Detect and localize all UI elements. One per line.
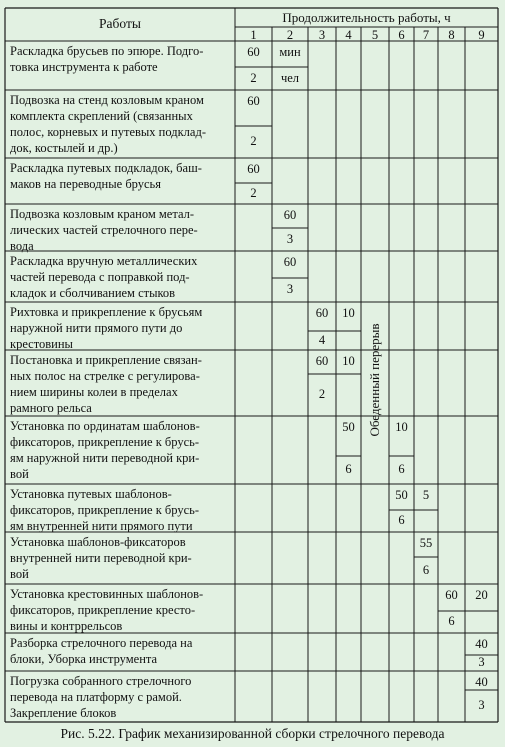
work-description: крестовины bbox=[10, 337, 73, 351]
duration-minutes: 60 bbox=[283, 208, 297, 222]
work-description: вой bbox=[10, 567, 29, 581]
duration-minutes: 60 bbox=[247, 94, 260, 108]
hour-label: 4 bbox=[345, 28, 352, 42]
duration-workers: 2 bbox=[250, 71, 257, 85]
work-description: ных полос на стрелке с регулирова- bbox=[10, 369, 200, 383]
duration-minutes: мин bbox=[279, 45, 301, 59]
work-description: Закрепление блоков bbox=[10, 706, 117, 720]
duration-minutes: 10 bbox=[342, 354, 355, 368]
duration-minutes: 60 bbox=[247, 162, 260, 176]
hour-label: 6 bbox=[398, 28, 405, 42]
work-description: фиксаторов, прикрепление к брусь- bbox=[10, 503, 200, 517]
work-description: вины и контррельсов bbox=[10, 619, 123, 633]
work-description: ям наружной нити переводной кри- bbox=[10, 451, 200, 465]
hour-label: 9 bbox=[478, 28, 485, 42]
duration-minutes: 10 bbox=[342, 306, 355, 320]
duration-minutes: 60 bbox=[283, 255, 297, 269]
work-description: комплекта скреплений (связанных bbox=[10, 109, 193, 123]
work-description: внутренней нити переводной кри- bbox=[10, 551, 192, 565]
duration-minutes: 50 bbox=[395, 488, 408, 502]
duration-minutes: 40 bbox=[475, 637, 488, 651]
hour-label: 1 bbox=[250, 28, 257, 42]
duration-workers: 6 bbox=[345, 462, 352, 476]
duration-workers: 2 bbox=[318, 387, 326, 401]
work-description: док, костылей и др.) bbox=[10, 141, 118, 155]
duration-minutes: 40 bbox=[475, 675, 488, 689]
duration-minutes: 60 bbox=[445, 588, 458, 602]
work-description: Установка по ординатам шаблонов- bbox=[10, 419, 200, 433]
work-description: вой bbox=[10, 467, 29, 481]
work-description: кладок и сболчиванием стыков bbox=[10, 286, 176, 300]
hour-label: 2 bbox=[286, 28, 294, 42]
duration-workers: 6 bbox=[422, 563, 430, 577]
work-description: ям внутренней нити прямого пути bbox=[10, 519, 193, 533]
work-description: вода bbox=[10, 239, 34, 253]
duration-workers: 3 bbox=[478, 655, 485, 669]
duration-header: Продолжительность работы, ч bbox=[282, 10, 451, 25]
duration-workers: 6 bbox=[398, 462, 405, 476]
hour-label: 7 bbox=[422, 28, 430, 42]
duration-minutes: 10 bbox=[395, 420, 408, 434]
duration-workers: 3 bbox=[286, 232, 294, 246]
work-description: лических частей стрелочного пере- bbox=[10, 223, 198, 237]
work-description: Погрузка собранного стрелочного bbox=[10, 674, 192, 688]
duration-minutes: 60 bbox=[247, 45, 260, 59]
duration-minutes: 20 bbox=[475, 588, 488, 602]
work-description: Раскладка вручную металлических bbox=[10, 254, 198, 268]
duration-workers: 2 bbox=[250, 134, 257, 148]
duration-workers: 6 bbox=[398, 513, 405, 527]
work-description: блоки, Уборка инструмента bbox=[10, 652, 158, 666]
work-description: Подвозка на стенд козловым краном bbox=[10, 93, 204, 107]
work-description: товка инструмента к работе bbox=[10, 60, 158, 74]
work-description: фиксаторов, прикрепление кресто- bbox=[10, 603, 196, 617]
works-header: Работы bbox=[99, 16, 141, 31]
work-description: полос, корневых и путевых подклад- bbox=[10, 125, 206, 139]
work-description: Постановка и прикрепление связан- bbox=[10, 353, 202, 367]
duration-workers: 3 bbox=[286, 282, 294, 296]
hour-label: 5 bbox=[371, 28, 379, 42]
duration-workers: 2 bbox=[250, 186, 257, 200]
duration-minutes: 60 bbox=[315, 306, 329, 320]
work-description: нием ширины колеи в пределах bbox=[10, 385, 178, 399]
duration-workers: 6 bbox=[448, 614, 455, 628]
lunch-break-label: Обеденный перерыв bbox=[367, 323, 382, 437]
work-description: Подвозка козловым краном метал- bbox=[10, 207, 195, 221]
duration-minutes: 5 bbox=[422, 488, 430, 502]
work-description: Раскладка брусьев по эпюре. Подго- bbox=[10, 44, 204, 58]
work-description: Установка крестовинных шаблонов- bbox=[10, 587, 204, 601]
work-description: Установка путевых шаблонов- bbox=[10, 487, 172, 501]
duration-workers: 4 bbox=[318, 333, 326, 347]
duration-minutes: 55 bbox=[419, 536, 433, 550]
work-description: наружной нити прямого пути до bbox=[10, 321, 183, 335]
work-description: маков на переводные брусья bbox=[10, 177, 162, 191]
work-description: перевода на платформу с рамой. bbox=[10, 690, 182, 704]
duration-workers: чел bbox=[280, 71, 300, 85]
work-description: Установка шаблонов-фиксаторов bbox=[10, 535, 186, 549]
hour-label: 8 bbox=[448, 28, 455, 42]
figure-caption: Рис. 5.22. График механизированной сборки стрелочного перевода bbox=[60, 726, 445, 741]
duration-minutes: 60 bbox=[315, 354, 329, 368]
duration-minutes: 50 bbox=[342, 420, 355, 434]
work-description: Рихтовка и прикрепление к брусьям bbox=[10, 305, 203, 319]
duration-workers: 3 bbox=[478, 698, 485, 712]
work-description: фиксаторов, прикрепление к брусь- bbox=[10, 435, 200, 449]
work-description: Раскладка путевых подкладок, баш- bbox=[10, 161, 202, 175]
work-description: Разборка стрелочного перевода на bbox=[10, 636, 193, 650]
work-description: рамного рельса bbox=[10, 401, 92, 415]
hour-label: 3 bbox=[318, 28, 326, 42]
work-description: частей перевода с поправкой под- bbox=[10, 270, 190, 284]
